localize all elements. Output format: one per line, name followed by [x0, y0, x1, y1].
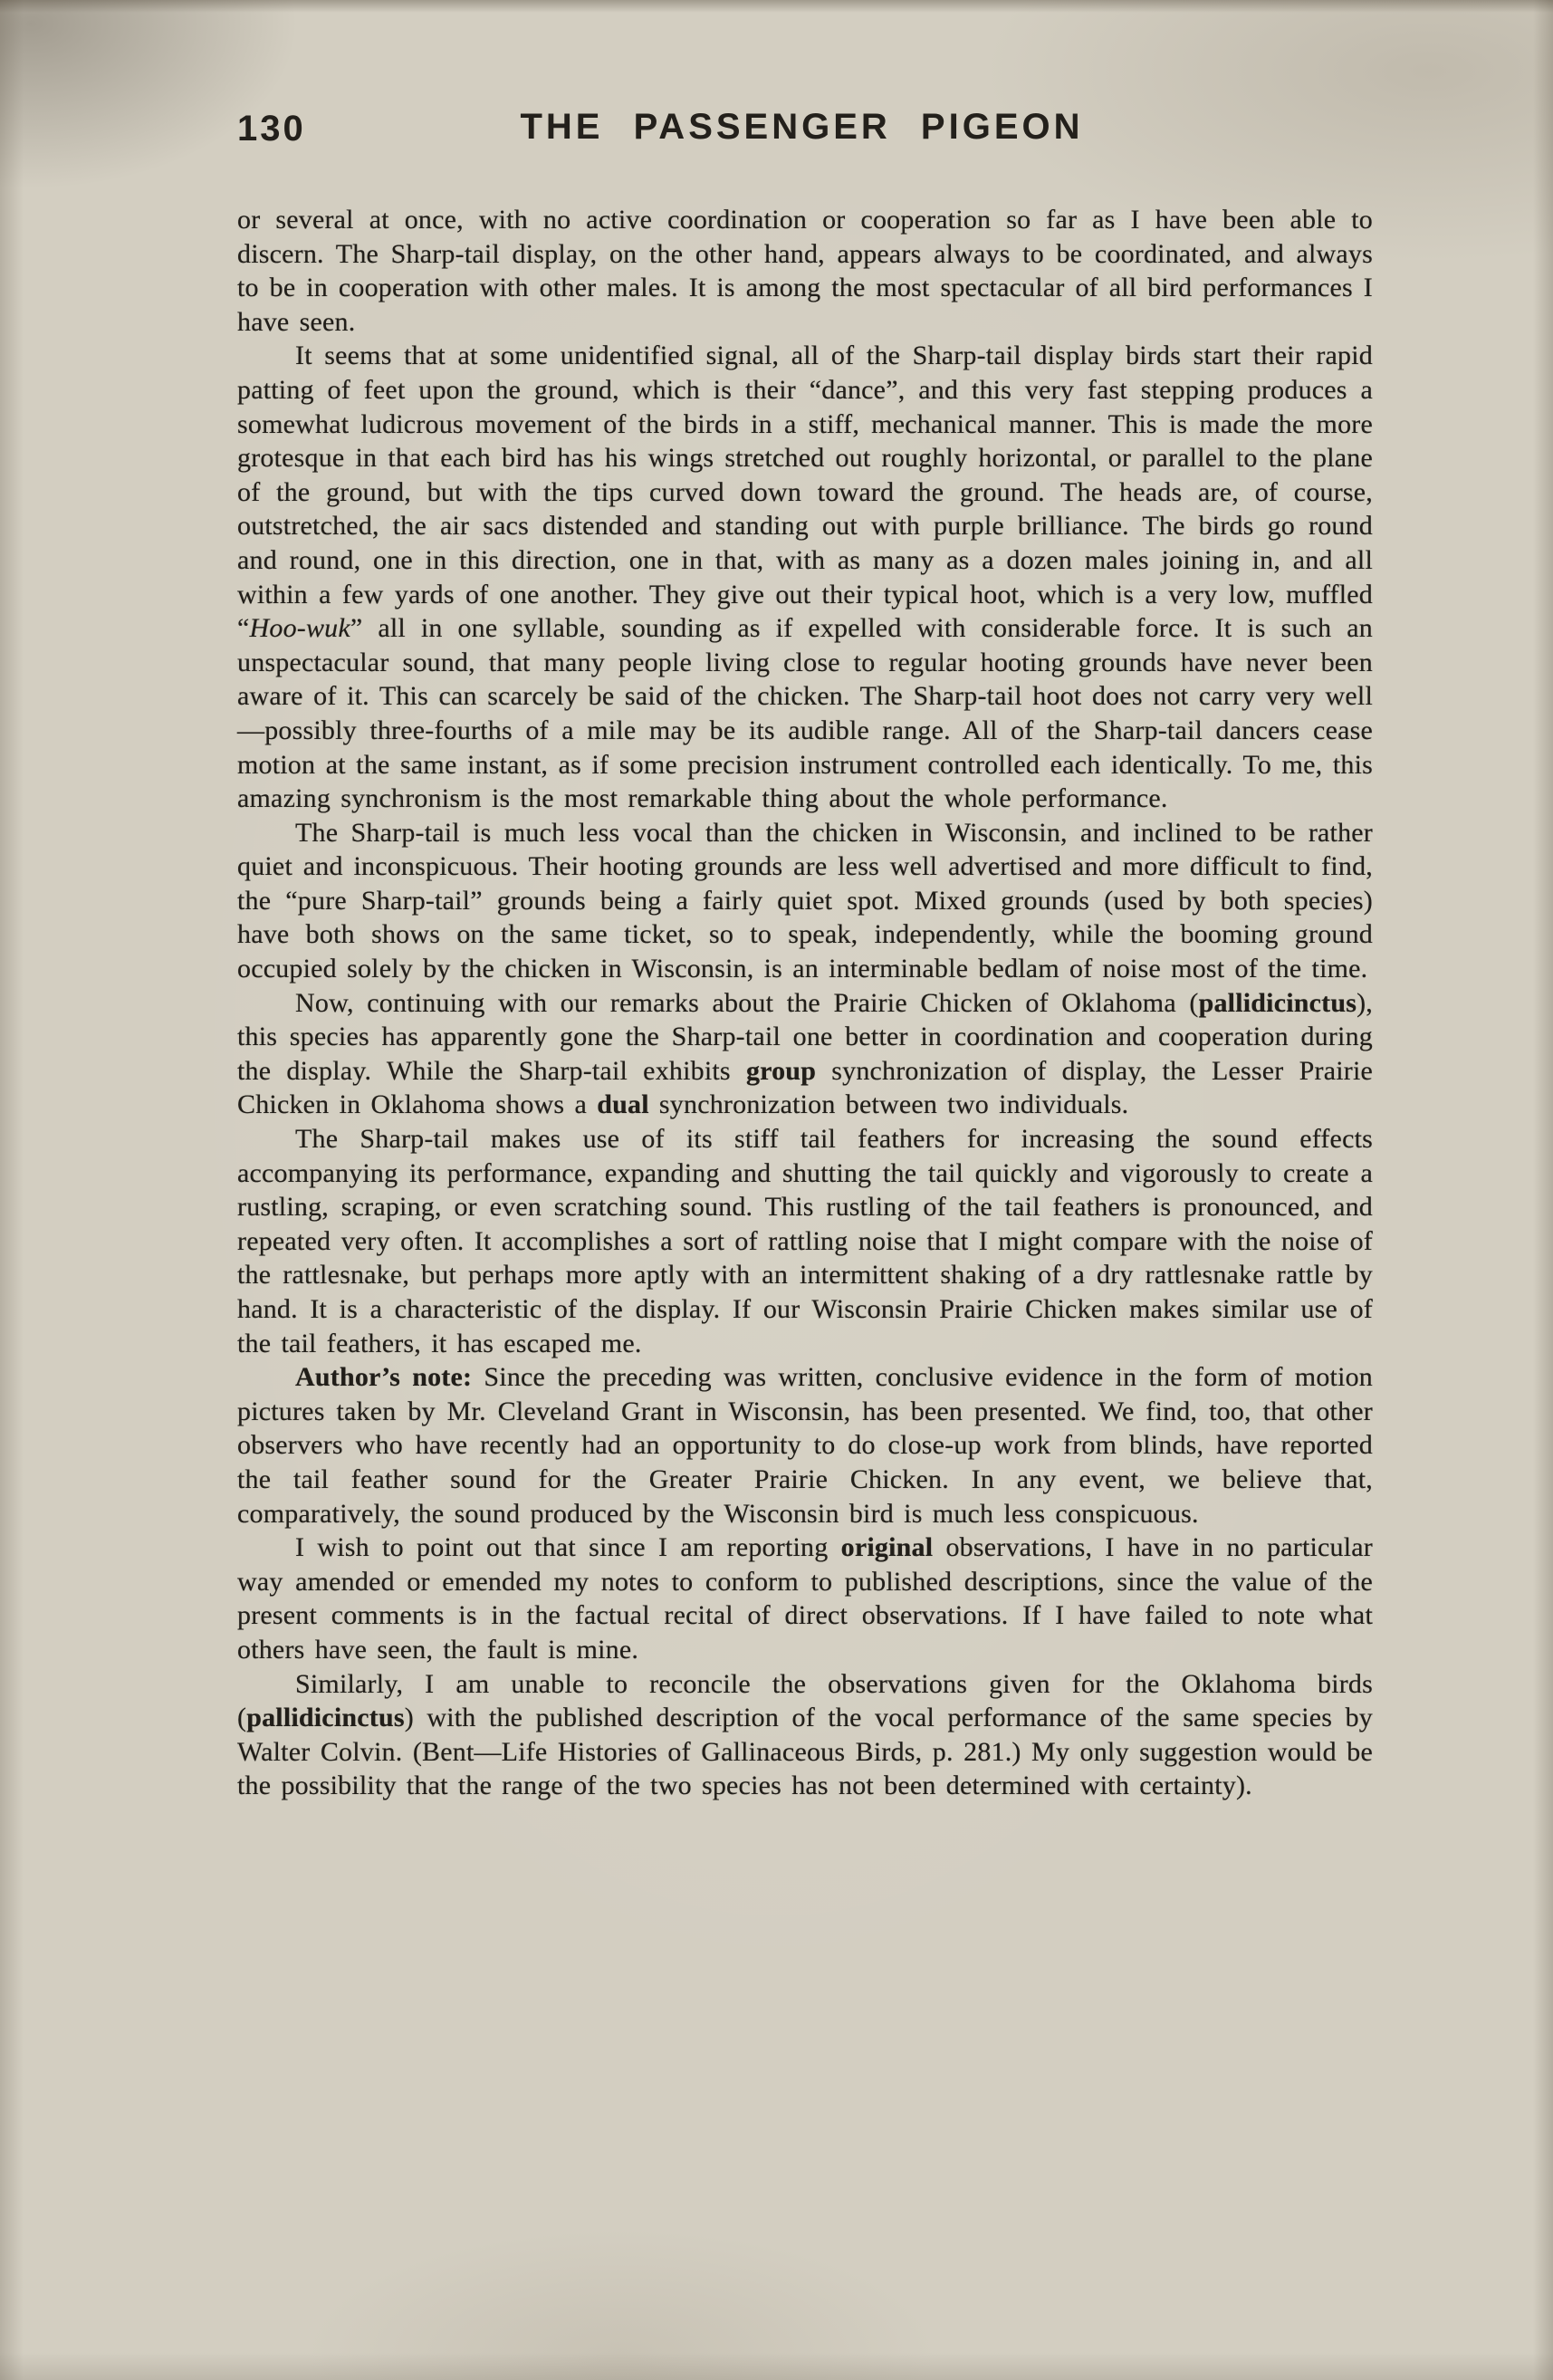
text-segment: The Sharp-tail is much less vocal than the chicken in Wisconsin, and inclined to be rather quiet and inconspicuous. Their hooting grounds are less well advertised and more difficult to find, the “pure Sharp-tail” grounds being a fairly quiet spot. Mixed grounds (used by both species) have both shows on the same ticket, so to speak, independently, while the booming ground occupied solely by the chicken in Wisconsin, is an interminable bedlam of noise most of the time. [237, 817, 1373, 984]
text-segment: ), this species has apparently gone the Sharp-tail one better in coordination and cooperation during the display. While the Sharp-tail exhibits [237, 987, 1373, 1086]
text-segment: or several at once, with no active coordination or cooperation so far as I have been able to discern. The Sharp-tail display, on the other hand, appears always to be coordinated, and always to be in cooperation with other males. It is among the most spectacular of all bird performances I have seen. [237, 205, 1373, 337]
text-segment-b: pallidicinctus [246, 1703, 405, 1733]
text-segment: synchronization of display, the Lesser Prairie Chicken in Oklahoma shows a [237, 1055, 1373, 1120]
text-segment: The Sharp-tail makes use of its stiff tail feathers for increasing the sound effects accompanying its performance, expanding and shutting the tail quickly and vigorously to create a rustling, scraping, or even scratching sound. This rustling of the tail feathers is pronounced, and repeated very often. It accomplishes a sort of rattling noise that I might compare with the noise of the rattlesnake, but perhaps more aptly with an intermittent shaking of a dry rattlesnake rattle by hand. It is a characteristic of the display. If our Wisconsin Prairie Chicken makes similar use of the tail feathers, it has escaped me. [237, 1124, 1373, 1358]
text-segment: Now, continuing with our remarks about the Prairie Chicken of Oklahoma ( [295, 987, 1199, 1018]
text-segment-b: dual [597, 1089, 649, 1120]
page-title: THE PASSENGER PIGEON [520, 107, 1084, 147]
paragraph [237, 1531, 1373, 1666]
paragraph [237, 816, 1373, 986]
text-segment: Similarly, I am unable to reconcile the observations given for the Oklahoma birds ( [237, 1668, 1373, 1733]
paragraph [237, 986, 1373, 1122]
text-segment-b: pallidicinctus [1198, 987, 1357, 1018]
text-segment-i: Hoo-wuk [249, 613, 350, 644]
paragraph [237, 1667, 1373, 1803]
text-segment: Since the preceding was written, conclusive evidence in the form of motion pictures taken by Mr. Cleveland Grant in Wisconsin, has been presented. We find, too, that other observers who have recently had an opportunity to do close-up work from blinds, have reported the tail feather sound for the Greater Prairie Chicken. In any event, we believe that, comparatively, the sound produced by the Wisconsin bird is much less conspicuous. [237, 1362, 1374, 1529]
text-segment: It seems that at some unidentified signal, all of the Sharp-tail display birds start their rapid patting of feet upon the ground, which is their “dance”, and this very fast stepping produces a somewhat ludicrous movement of the birds in a stiff, mechanical manner. This is made the more grotesque in that each bird has his wings stretched out roughly horizontal, or parallel to the plane of the ground, but with the tips curved down toward the ground. The heads are, of course, outstretched, the air sacs distended and standing out with purple brilliance. The birds go round and round, one in this direction, one in that, with as many as a dozen males joining in, and all within a few yards of one another. They give out their typical hoot, which is a very low, muffled “ [237, 341, 1373, 644]
text-segment: observations, I have in no particular way amended or emended my notes to conform to published descriptions, since the value of the present comments is in the factual recital of direct observations. If I have failed to note what others have seen, the fault is mine. [237, 1532, 1373, 1665]
page-number: 130 [237, 109, 306, 149]
text-segment: synchronization between two individuals. [648, 1089, 1129, 1120]
text-segment-b: Author’s note: [295, 1362, 473, 1393]
paragraph [237, 1122, 1373, 1360]
page-header [237, 107, 1366, 161]
paragraph [237, 1360, 1373, 1531]
text-segment: I wish to point out that since I am reporting [295, 1532, 841, 1563]
text-segment-b: group [745, 1055, 817, 1086]
text-segment: ” all in one syllable, sounding as if expelled with considerable force. It is such an unspectacular sound, that many people living close to regular hooting grounds have never been aware of it. This can scarcely be said of the chicken. The Sharp-tail hoot does not carry very well—possibly three-fourths of a mile may be its audible range. All of the Sharp-tail dancers cease motion at the same instant, as if some precision instrument controlled each identically. To me, this amazing synchronism is the most remarkable thing about the whole performance. [237, 613, 1373, 814]
text-segment: ) with the published description of the vocal performance of the same species by Walter Colvin. (Bent—Life Histories of Gallinaceous Birds, p. 281.) My only suggestion would be the possibility that the range of the two species has not been determined with certainty). [237, 1703, 1373, 1801]
text-segment-b: original [840, 1532, 934, 1563]
page-body [237, 203, 1373, 1803]
paragraph [237, 203, 1373, 339]
paragraph [237, 339, 1373, 815]
